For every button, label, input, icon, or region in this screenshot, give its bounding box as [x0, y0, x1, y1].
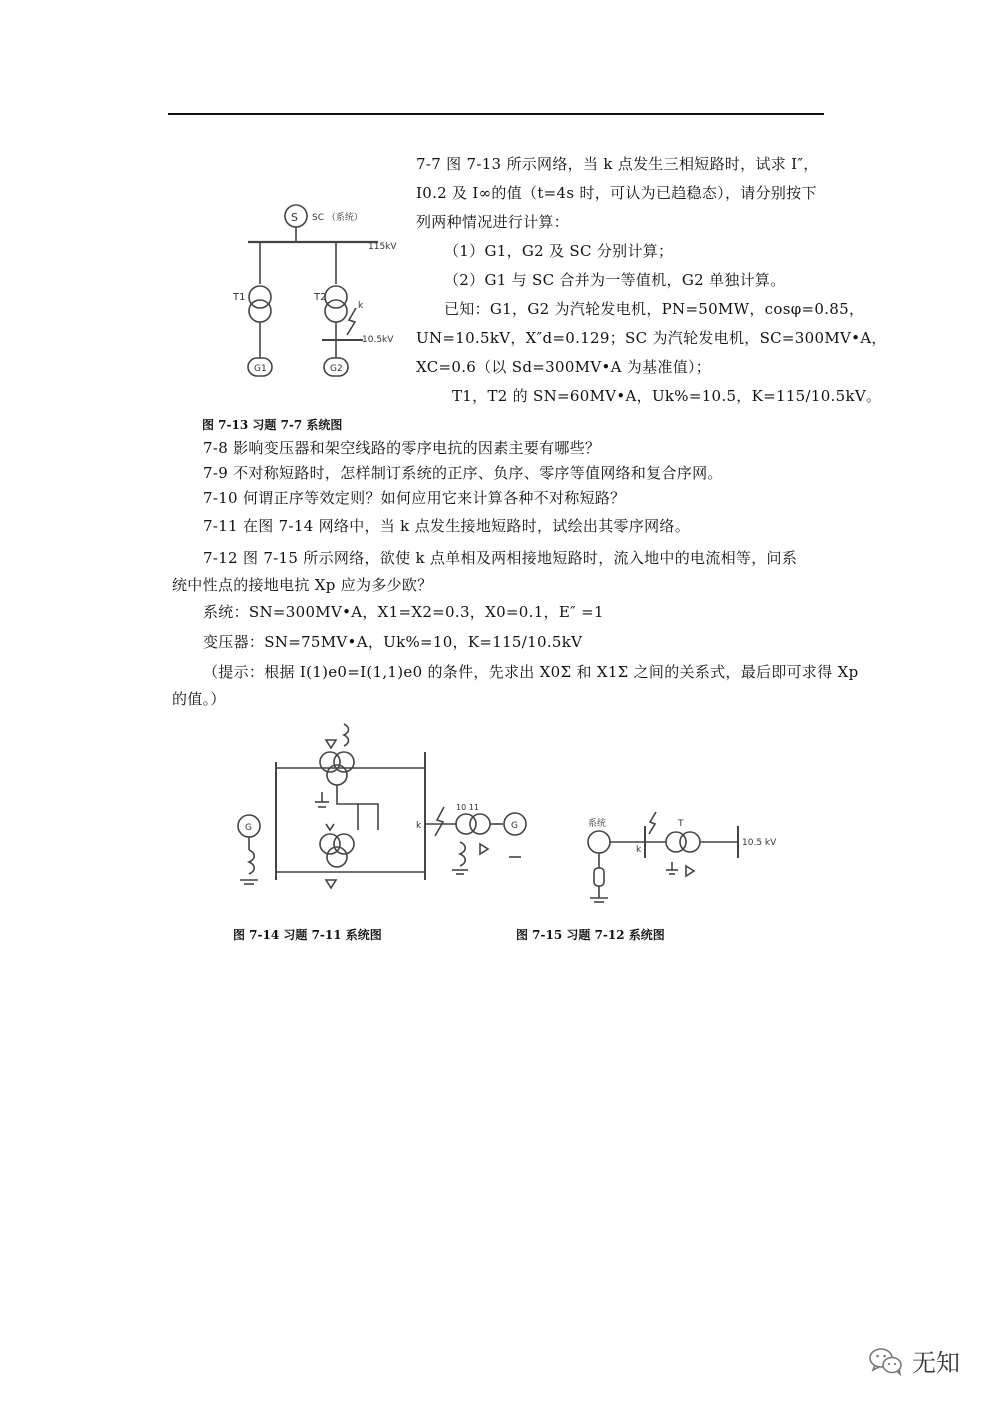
q78: 7-8 影响变压器和架空线路的零序电抗的因素主要有哪些？: [203, 439, 601, 457]
watermark: [868, 1343, 960, 1378]
fault-k-symbol: [435, 807, 444, 836]
q77-line7: UN=10.5kV，X″d=0.129；SC 为汽轮发电机，SC=300MV•A，: [416, 329, 887, 347]
q712-line2: 统中性点的接地电抗 Xp 应为多少欧？: [172, 576, 433, 594]
fault-k-symbol: [347, 308, 356, 335]
lv-label: 10.5kV: [362, 335, 394, 345]
q77-line8: XC=0.6（以 Sd=300MV•A 为基准值）；: [416, 358, 712, 376]
bus-115kv-label: 115kV: [368, 242, 397, 252]
sc-label: SC （系统）: [312, 213, 363, 223]
q77-line9: T1，T2 的 SN=60MV•A，Uk%=10.5，K=115/10.5kV。: [452, 387, 882, 405]
q712-line1: 7-12 图 7-15 所示网络，欲使 k 点单相及两相接地短路时，流入地中的电流相等，问系: [203, 549, 798, 567]
k-label: k: [358, 301, 364, 311]
q77-line5: （2）G1 与 SC 合并为一等值机，G2 单独计算。: [444, 271, 786, 289]
q711: 7-11 在图 7-14 网络中，当 k 点发生接地短路时，试绘出其零序网络。: [203, 517, 691, 535]
system-source-symbol: [588, 831, 610, 853]
figure-7-14: [228, 712, 528, 892]
wechat-icon: [868, 1346, 904, 1376]
q77-line1: 7-7 图 7-13 所示网络，当 k 点发生三相短路时，试求 I″，: [416, 155, 819, 173]
transformer-t1-symbol: [249, 286, 271, 308]
k-label: k: [636, 845, 642, 855]
g1-label: G1: [254, 364, 267, 374]
s-label: S: [291, 211, 298, 224]
figure-7-15-caption: 图 7-15 习题 7-12 系统图: [516, 928, 665, 942]
grounding-reactor-left: [249, 850, 254, 874]
hint-line1: （提示：根据 I(1)e0=I(1,1)e0 的条件，先求出 X0Σ 和 X1Σ 之间的关系式，最后即可求得 Xp: [203, 663, 859, 681]
lv-label: 10.5 kV: [742, 838, 777, 848]
header-rule: [168, 113, 824, 115]
system-params: 系统：SN=300MV•A，X1=X2=0.3，X0=0.1，E″ =1: [203, 603, 604, 621]
hint-line2: 的值。）: [172, 690, 226, 708]
g-label: G: [245, 823, 252, 833]
grounding-reactor-xp: [594, 868, 604, 886]
q79: 7-9 不对称短路时，怎样制订系统的正序、负序、零序等值网络和复合序网。: [203, 464, 723, 482]
g2-label: G: [511, 821, 518, 831]
watermark-text: 无知: [912, 1349, 960, 1377]
q710: 7-10 何谓正序等效定则？如何应用它来计算各种不对称短路？: [203, 489, 626, 507]
q77-line6: 已知：G1，G2 为汽轮发电机，PN=50MW，cosφ=0.85，: [444, 300, 865, 318]
g2-label: G2: [330, 364, 343, 374]
sys-label: 系统: [588, 819, 607, 829]
fault-k-symbol: [649, 812, 656, 834]
t-label: 10 11: [456, 803, 479, 812]
q77-line2: I0.2 及 I∞的值（t=4s 时，可认为已趋稳态），请分别按下: [416, 184, 817, 202]
figure-7-13: [228, 198, 418, 388]
q77-line4: （1）G1，G2 及 SC 分别计算；: [444, 242, 674, 260]
transformer-t2-symbol: [325, 286, 347, 308]
figure-7-14-caption: 图 7-14 习题 7-11 系统图: [233, 928, 382, 942]
k-label: k: [416, 821, 422, 831]
figure-7-13-caption: 图 7-13 习题 7-7 系统图: [202, 418, 343, 432]
t1-label: T1: [233, 292, 246, 303]
figure-7-15: [580, 800, 800, 910]
q77-line3: 列两种情况进行计算：: [416, 213, 570, 231]
t2-label: T2: [314, 292, 327, 303]
grounding-reactor-right: [460, 842, 465, 866]
t-label: T: [678, 819, 684, 829]
transformer-params: 变压器：SN=75MV•A，Uk%=10，K=115/10.5kV: [203, 633, 583, 651]
